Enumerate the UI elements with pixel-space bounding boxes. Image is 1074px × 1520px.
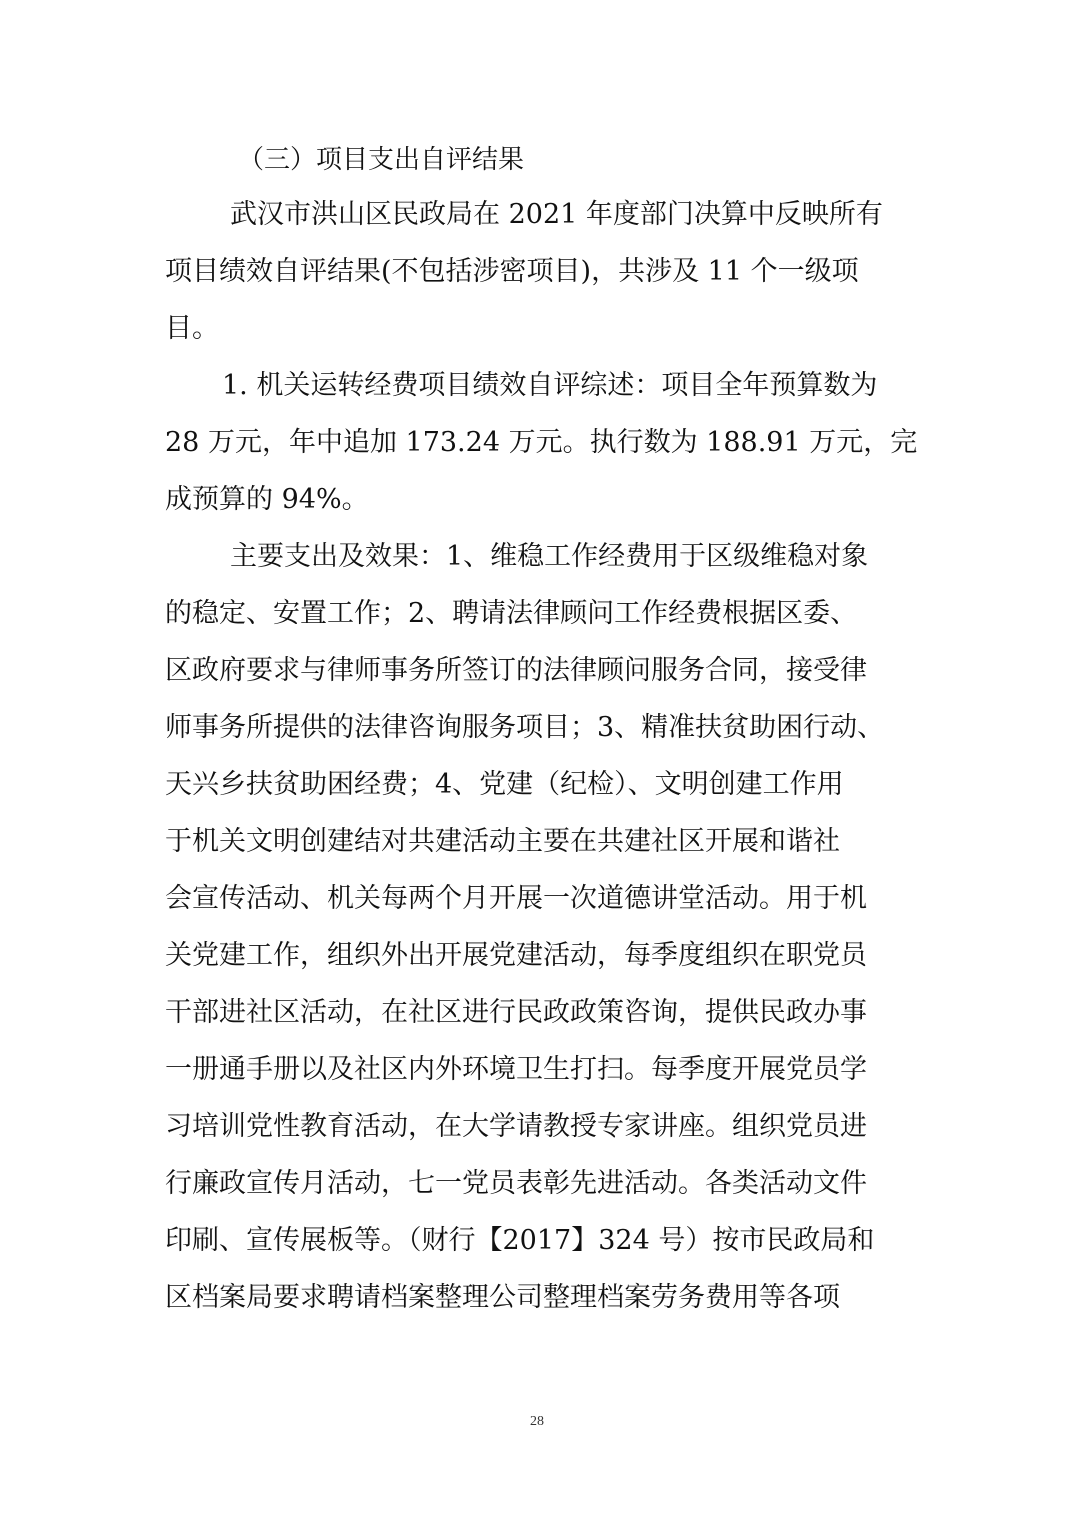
section-heading: （三）项目支出自评结果 xyxy=(238,145,525,175)
paragraph-line: 成预算的 94%。 xyxy=(165,484,369,515)
paragraph-line: 一册通手册以及社区内外环境卫生打扫。每季度开展党员学 xyxy=(165,1054,867,1085)
paragraph-line: 关党建工作，组织外出开展党建活动，每季度组织在职党员 xyxy=(165,940,867,971)
paragraph-line: 天兴乡扶贫助困经费；4、党建（纪检）、文明创建工作用 xyxy=(165,769,844,800)
paragraph-line: 会宣传活动、机关每两个月开展一次道德讲堂活动。用于机 xyxy=(165,883,867,914)
paragraph-line: 项目绩效自评结果(不包括涉密项目)，共涉及 11 个一级项 xyxy=(165,256,859,287)
paragraph-line: 行廉政宣传月活动，七一党员表彰先进活动。各类活动文件 xyxy=(165,1168,867,1199)
paragraph-line: 1. 机关运转经费项目绩效自评综述：项目全年预算数为 xyxy=(222,370,878,401)
paragraph-line: 印刷、宣传展板等。（财行【2017】324 号）按市民政局和 xyxy=(165,1225,875,1256)
paragraph-line: 武汉市洪山区民政局在 2021 年度部门决算中反映所有 xyxy=(230,199,883,230)
paragraph-line: 区政府要求与律师事务所签订的法律顾问服务合同，接受律 xyxy=(165,655,867,686)
paragraph-line: 主要支出及效果：1、维稳工作经费用于区级维稳对象 xyxy=(230,541,869,572)
paragraph-line: 干部进社区活动，在社区进行民政政策咨询，提供民政办事 xyxy=(165,997,867,1028)
paragraph-line: 28 万元，年中追加 173.24 万元。执行数为 188.91 万元，完 xyxy=(165,427,918,458)
paragraph-line: 习培训党性教育活动，在大学请教授专家讲座。组织党员进 xyxy=(165,1111,867,1142)
paragraph-line: 师事务所提供的法律咨询服务项目；3、精准扶贫助困行动、 xyxy=(165,712,885,743)
paragraph-line: 区档案局要求聘请档案整理公司整理档案劳务费用等各项 xyxy=(165,1282,840,1313)
paragraph-line: 目。 xyxy=(165,313,219,344)
paragraph-line: 的稳定、安置工作；2、聘请法律顾问工作经费根据区委、 xyxy=(165,598,858,629)
page-number: 28 xyxy=(530,1414,544,1429)
paragraph-line: 于机关文明创建结对共建活动主要在共建社区开展和谐社 xyxy=(165,826,840,857)
